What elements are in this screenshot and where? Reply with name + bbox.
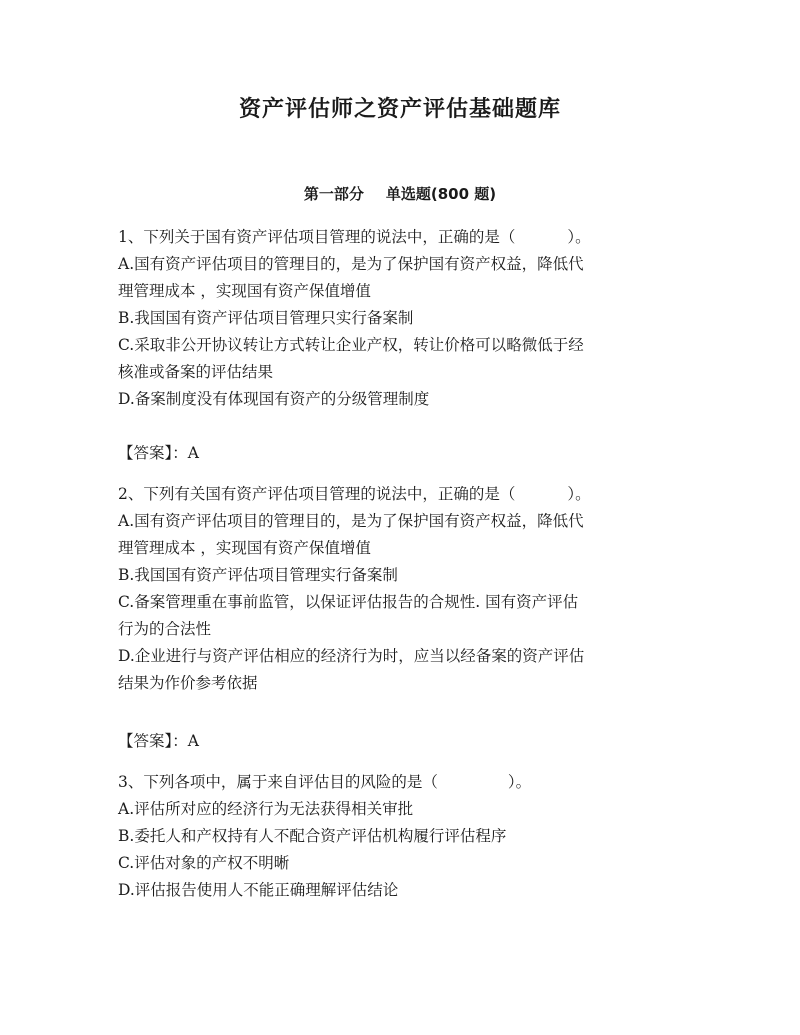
section-part: 第一部分 — [303, 185, 364, 203]
question-1 — [118, 224, 678, 413]
option-a: A.国有资产评估项目的管理目的，是为了保护国有资产权益，降低代 — [118, 255, 584, 273]
document-title: 资产评估师之资产评估基础题库 — [238, 97, 561, 122]
option-c-cont: 核准或备案的评估结果 — [118, 363, 274, 381]
answer-2: 【答案】：A — [118, 732, 199, 750]
question-stem: 1、下列关于国有资产评估项目管理的说法中，正确的是（ ）。 — [118, 228, 591, 246]
option-c-cont: 行为的合法性 — [118, 620, 212, 638]
question-stem: 2、下列有关国有资产评估项目管理的说法中，正确的是（ ）。 — [118, 485, 591, 503]
answer-1: 【答案】：A — [118, 444, 199, 462]
option-a: A.评估所对应的经济行为无法获得相关审批 — [118, 800, 414, 818]
option-d: D.企业进行与资产评估相应的经济行为时，应当以经备案的资产评估 — [118, 647, 585, 665]
section-heading — [0, 183, 800, 204]
option-a: A.国有资产评估项目的管理目的，是为了保护国有资产权益，降低代 — [118, 512, 584, 530]
option-a-cont: 理管理成本 ，实现国有资产保值增值 — [118, 282, 371, 300]
option-d: D.评估报告使用人不能正确理解评估结论 — [118, 881, 399, 899]
question-3 — [118, 769, 678, 904]
option-d: D.备案制度没有体现国有资产的分级管理制度 — [118, 390, 430, 408]
option-d-cont: 结果为作价参考依据 — [118, 674, 258, 692]
option-c: C.评估对象的产权不明晰 — [118, 854, 290, 872]
option-c: C.采取非公开协议转让方式转让企业产权，转让价格可以略微低于经 — [118, 336, 584, 354]
option-c: C.备案管理重在事前监管，以保证评估报告的合规性. 国有资产评估 — [118, 593, 579, 611]
option-a-cont: 理管理成本 ，实现国有资产保值增值 — [118, 539, 371, 557]
option-b: B.委托人和产权持有人不配合资产评估机构履行评估程序 — [118, 827, 507, 845]
question-2 — [118, 481, 678, 697]
section-name: 单选题(800 题) — [385, 185, 497, 203]
option-b: B.我国国有资产评估项目管理只实行备案制 — [118, 309, 414, 327]
question-stem: 3、下列各项中，属于来自评估目的风险的是（ ）。 — [118, 773, 532, 791]
option-b: B.我国国有资产评估项目管理实行备案制 — [118, 566, 398, 584]
